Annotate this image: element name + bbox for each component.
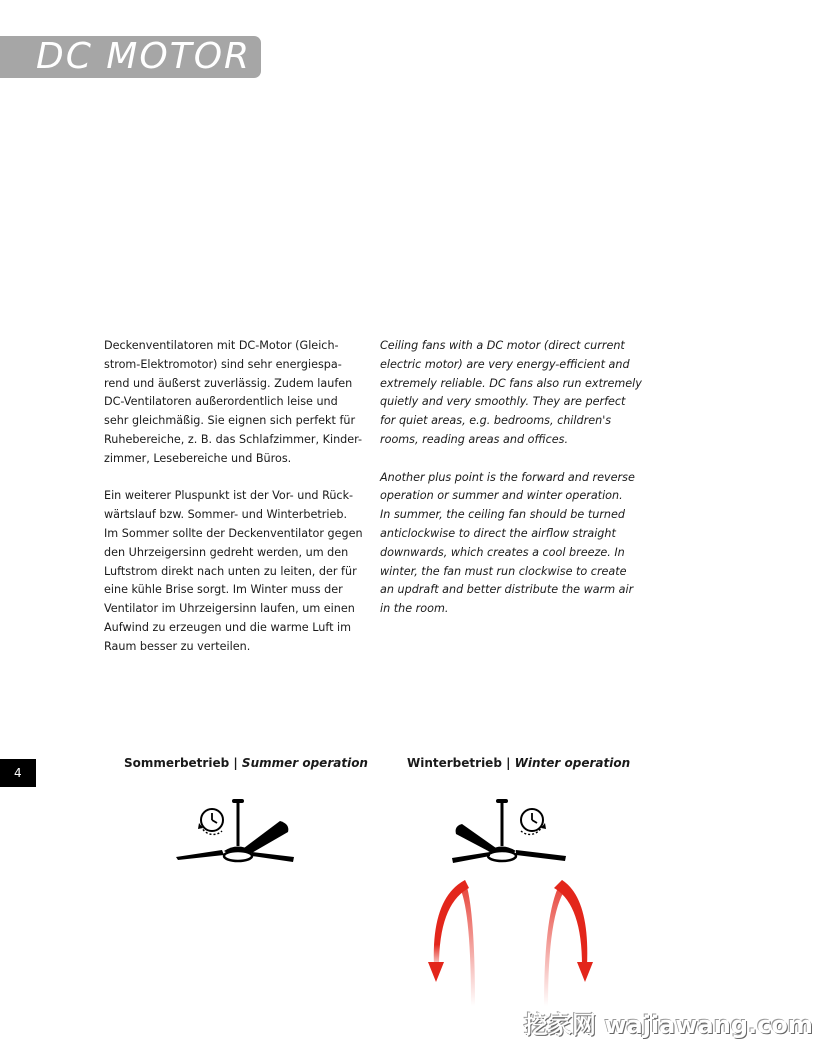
text-line: electric motor) are very energy-efficient and — [380, 357, 630, 371]
text-line: Deckenventilatoren mit DC-Motor (Gleich- — [104, 339, 339, 352]
text-line: Ventilator im Uhrzeigersinn laufen, um einen — [104, 602, 355, 616]
en-paragraph-1 — [380, 337, 650, 450]
text-line: Aufwind zu erzeugen und die warme Luft im — [104, 620, 352, 634]
de-paragraph-2 — [104, 487, 370, 656]
text-line: Ruhebereiche, z. B. das Schlafzimmer, Kinder- — [104, 432, 363, 446]
summer-fan-illustration — [172, 796, 296, 876]
de-paragraph-1 — [104, 337, 370, 469]
summer-caption-en: Summer operation — [241, 756, 368, 770]
text-line: zimmer, Lesebereiche und Büros. — [104, 451, 292, 465]
text-line: an updraft and better distribute the warm air — [380, 583, 634, 597]
winter-caption-en: Winter operation — [514, 756, 631, 770]
text-line: In summer, the ceiling fan should be turned — [380, 508, 626, 522]
winter-caption — [407, 756, 630, 770]
clock-clockwise-icon — [521, 809, 546, 834]
text-line: Ein weiterer Pluspunkt ist der Vor- und Rück- — [104, 489, 354, 503]
en-paragraph-2 — [380, 469, 650, 619]
text-line: eine kühle Brise sorgt. Im Winter muss der — [104, 583, 343, 597]
text-line: rend und äußerst zuverlässig. Zudem laufen — [104, 376, 353, 390]
text-line: in the room. — [380, 602, 449, 616]
winter-caption-de: Winterbetrieb | — [407, 756, 515, 770]
text-line: sehr gleichmäßig. Sie eignen sich perfekt für — [104, 414, 356, 428]
text-line: for quiet areas, e.g. bedrooms, children's — [380, 414, 612, 428]
summer-caption-de: Sommerbetrieb | — [124, 756, 242, 770]
text-line: downwards, which creates a cool breeze. In — [380, 545, 625, 559]
watermark: 挖家网 wajiawang.com — [524, 1011, 813, 1039]
text-line: den Uhrzeigersinn gedreht werden, um den — [104, 545, 349, 559]
text-line: winter, the fan must run clockwise to create — [380, 564, 627, 578]
text-line: Raum besser zu verteilen. — [104, 639, 251, 653]
ceiling-fan-icon — [452, 799, 566, 863]
title-bar — [0, 36, 261, 78]
text-line: Ceiling fans with a DC motor (direct current — [380, 339, 625, 352]
page-title: DC MOTOR — [36, 36, 252, 77]
winter-fan-illustration — [450, 796, 574, 876]
text-line: rooms, reading areas and offices. — [380, 432, 569, 446]
english-text-column — [380, 337, 650, 638]
page-number: 4 — [0, 759, 36, 787]
text-line: DC-Ventilatoren außerordentlich leise und — [104, 395, 338, 409]
text-line: strom-Elektromotor) sind sehr energiespa- — [104, 357, 342, 371]
text-line: extremely reliable. DC fans also run extremely — [380, 376, 642, 390]
airflow-arrow-icon — [540, 878, 594, 1008]
text-line: anticlockwise to direct the airflow straight — [380, 526, 616, 540]
text-line: Im Sommer sollte der Deckenventilator gegen — [104, 526, 363, 540]
text-line: operation or summer and winter operation. — [380, 489, 623, 503]
text-line: Luftstrom direkt nach unten zu leiten, der für — [104, 564, 357, 578]
text-line: quietly and very smoothly. They are perfect — [380, 395, 626, 409]
summer-caption — [124, 756, 368, 770]
german-text-column — [104, 337, 370, 675]
text-line: Another plus point is the forward and reverse — [380, 470, 635, 484]
text-line: wärtslauf bzw. Sommer- und Winterbetrieb. — [104, 508, 348, 522]
clock-anticlockwise-icon — [198, 809, 223, 834]
ceiling-fan-icon — [176, 799, 294, 862]
airflow-arrow-icon — [425, 878, 479, 1008]
